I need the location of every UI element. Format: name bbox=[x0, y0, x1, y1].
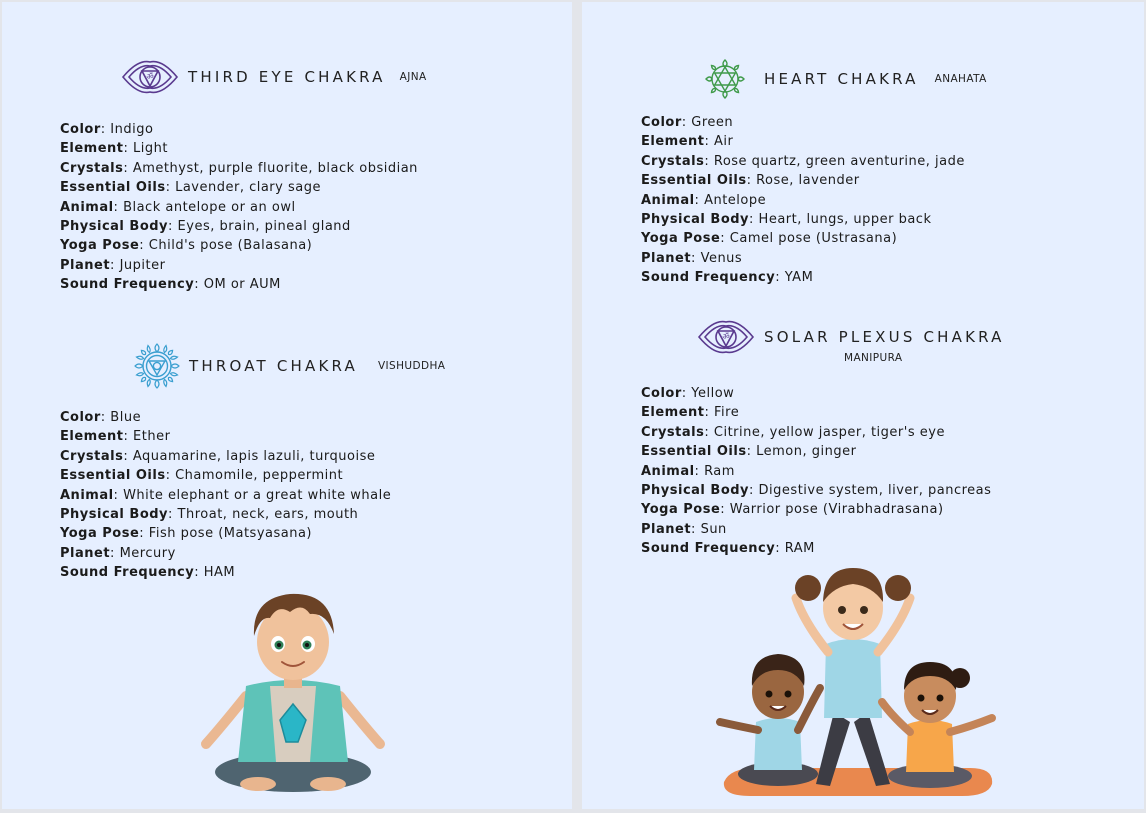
heart-properties-list bbox=[641, 113, 965, 288]
property-value: White elephant or a great white whale bbox=[123, 487, 392, 503]
property-item: Planet: Mercury bbox=[60, 545, 176, 561]
property-label: Physical Body bbox=[641, 483, 750, 499]
property-value: Black antelope or an owl bbox=[123, 199, 296, 215]
property-label: Animal bbox=[60, 487, 114, 503]
property-value: Throat, neck, ears, mouth bbox=[177, 507, 359, 523]
chakra-title: HEART CHAKRA bbox=[764, 70, 919, 88]
property-item: Physical Body: Eyes, brain, pineal gland bbox=[60, 219, 351, 235]
property-label: Crystals bbox=[60, 160, 124, 176]
property-item: Color: Green bbox=[641, 115, 734, 130]
property-item: Color: Blue bbox=[60, 410, 142, 425]
property-value: Air bbox=[714, 134, 734, 150]
third-eye-chakra-heading bbox=[120, 58, 427, 96]
property-item: Planet: Venus bbox=[641, 250, 743, 266]
property-value: Digestive system, liver, pancreas bbox=[758, 483, 992, 499]
property-value: Antelope bbox=[704, 192, 767, 208]
property-item: Essential Oils: Lavender, clary sage bbox=[60, 180, 321, 196]
property-value: Blue bbox=[110, 410, 142, 425]
property-value: OM or AUM bbox=[203, 277, 281, 293]
property-item: Color: Yellow bbox=[641, 386, 735, 401]
property-label: Element bbox=[60, 429, 124, 445]
property-label: Color bbox=[60, 122, 101, 137]
third-eye-properties-list bbox=[60, 120, 418, 295]
property-label: Sound Frequency bbox=[641, 541, 776, 557]
page-right bbox=[582, 2, 1144, 809]
property-item: Crystals: Rose quartz, green aventurine, jade bbox=[641, 153, 965, 169]
throat-chakra-icon bbox=[133, 342, 181, 390]
property-value: Green bbox=[691, 115, 734, 130]
chakra-sanskrit-name: AJNA bbox=[399, 71, 427, 83]
property-item: Crystals: Citrine, yellow jasper, tiger's eye bbox=[641, 424, 945, 440]
property-item: Essential Oils: Chamomile, peppermint bbox=[60, 468, 344, 484]
property-value: Aquamarine, lapis lazuli, turquoise bbox=[132, 448, 376, 464]
property-value: Chamomile, peppermint bbox=[175, 468, 344, 484]
property-value: Fire bbox=[714, 405, 740, 421]
chakra-title: THIRD EYE CHAKRA bbox=[188, 68, 386, 86]
property-value: Yellow bbox=[691, 386, 735, 401]
property-label: Essential Oils bbox=[60, 180, 166, 196]
property-item: Yoga Pose: Camel pose (Ustrasana) bbox=[641, 231, 898, 247]
property-item: Essential Oils: Rose, lavender bbox=[641, 173, 860, 189]
property-label: Crystals bbox=[641, 153, 705, 169]
property-item: Physical Body: Throat, neck, ears, mouth bbox=[60, 507, 359, 523]
property-label: Yoga Pose bbox=[60, 238, 140, 254]
property-label: Crystals bbox=[641, 424, 705, 440]
property-label: Physical Body bbox=[60, 507, 169, 523]
chakra-sanskrit-name: ANAHATA bbox=[934, 73, 987, 85]
property-value: Eyes, brain, pineal gland bbox=[177, 219, 351, 235]
property-item: Crystals: Amethyst, purple fluorite, black obsidian bbox=[60, 160, 418, 176]
property-label: Element bbox=[641, 405, 705, 421]
property-value: Lavender, clary sage bbox=[175, 180, 321, 196]
property-label: Animal bbox=[60, 199, 114, 215]
svg-text:ॐ: ॐ bbox=[146, 72, 154, 81]
property-value: YAM bbox=[784, 270, 814, 286]
property-item: Animal: Ram bbox=[641, 463, 735, 479]
solar-plexus-chakra-heading bbox=[696, 318, 1005, 356]
property-value: Fish pose (Matsyasana) bbox=[148, 526, 312, 542]
property-label: Sound Frequency bbox=[60, 277, 195, 293]
property-label: Element bbox=[641, 134, 705, 150]
property-value: Heart, lungs, upper back bbox=[758, 212, 932, 228]
property-label: Essential Oils bbox=[641, 173, 747, 189]
property-item: Color: Indigo bbox=[60, 122, 154, 137]
throat-chakra-heading bbox=[133, 342, 445, 390]
svg-text:ॐ: ॐ bbox=[722, 332, 730, 341]
property-item: Animal: Black antelope or an owl bbox=[60, 199, 296, 215]
property-label: Planet bbox=[641, 250, 692, 266]
third-eye-chakra-icon bbox=[120, 58, 180, 96]
property-item: Element: Fire bbox=[641, 405, 740, 421]
property-value: Sun bbox=[700, 521, 727, 537]
chakra-sanskrit-name: VISHUDDHA bbox=[377, 360, 446, 372]
chakra-title: THROAT CHAKRA bbox=[189, 357, 358, 375]
property-label: Color bbox=[60, 410, 101, 425]
property-item: Essential Oils: Lemon, ginger bbox=[641, 444, 857, 460]
property-label: Planet bbox=[60, 257, 111, 273]
throat-properties-list bbox=[60, 408, 391, 583]
property-value: Ether bbox=[133, 429, 171, 445]
property-item: Sound Frequency: OM or AUM bbox=[60, 277, 281, 293]
property-label: Essential Oils bbox=[60, 468, 166, 484]
property-label: Sound Frequency bbox=[641, 270, 776, 286]
property-item: Element: Ether bbox=[60, 429, 171, 445]
property-value: RAM bbox=[784, 541, 815, 557]
property-label: Physical Body bbox=[641, 212, 750, 228]
property-item: Planet: Jupiter bbox=[60, 257, 166, 273]
property-item: Sound Frequency: HAM bbox=[60, 565, 236, 581]
page-left bbox=[2, 2, 572, 809]
property-label: Physical Body bbox=[60, 219, 169, 235]
property-value: HAM bbox=[203, 565, 236, 581]
property-label: Animal bbox=[641, 192, 695, 208]
property-label: Color bbox=[641, 386, 682, 401]
property-label: Yoga Pose bbox=[60, 526, 140, 542]
kids-yoga-illustration bbox=[716, 562, 998, 798]
property-value: Venus bbox=[700, 250, 743, 266]
property-label: Essential Oils bbox=[641, 444, 747, 460]
property-value: Ram bbox=[704, 463, 735, 479]
property-item: Element: Air bbox=[641, 134, 734, 150]
heart-chakra-icon bbox=[704, 58, 746, 100]
property-value: Indigo bbox=[110, 122, 154, 137]
heart-chakra-heading bbox=[704, 58, 987, 100]
chakra-title: SOLAR PLEXUS CHAKRA bbox=[764, 328, 1005, 346]
property-item: Yoga Pose: Fish pose (Matsyasana) bbox=[60, 526, 312, 542]
property-item: Planet: Sun bbox=[641, 521, 727, 537]
property-item: Sound Frequency: RAM bbox=[641, 541, 815, 557]
property-label: Planet bbox=[641, 521, 692, 537]
property-value: Jupiter bbox=[119, 257, 166, 273]
property-label: Crystals bbox=[60, 448, 124, 464]
property-label: Color bbox=[641, 115, 682, 130]
property-label: Planet bbox=[60, 545, 111, 561]
meditating-boy-illustration bbox=[198, 586, 388, 798]
property-value: Amethyst, purple fluorite, black obsidian bbox=[132, 160, 418, 176]
property-label: Yoga Pose bbox=[641, 231, 721, 247]
property-label: Element bbox=[60, 141, 124, 157]
chakra-sanskrit-name: MANIPURA bbox=[844, 352, 903, 364]
property-item: Sound Frequency: YAM bbox=[641, 270, 814, 286]
property-item: Physical Body: Digestive system, liver, pancreas bbox=[641, 483, 992, 499]
property-value: Warrior pose (Virabhadrasana) bbox=[729, 502, 944, 518]
property-item: Yoga Pose: Child's pose (Balasana) bbox=[60, 238, 313, 254]
property-item: Yoga Pose: Warrior pose (Virabhadrasana) bbox=[641, 502, 944, 518]
property-label: Sound Frequency bbox=[60, 565, 195, 581]
solar-plexus-properties-list bbox=[641, 384, 991, 559]
property-item: Animal: Antelope bbox=[641, 192, 767, 208]
property-value: Rose, lavender bbox=[756, 173, 860, 189]
property-value: Lemon, ginger bbox=[756, 444, 857, 460]
property-value: Child's pose (Balasana) bbox=[148, 238, 313, 254]
property-value: Citrine, yellow jasper, tiger's eye bbox=[713, 424, 945, 440]
property-item: Physical Body: Heart, lungs, upper back bbox=[641, 212, 932, 228]
property-item: Animal: White elephant or a great white whale bbox=[60, 487, 392, 503]
property-item: Crystals: Aquamarine, lapis lazuli, turquoise bbox=[60, 448, 376, 464]
property-value: Camel pose (Ustrasana) bbox=[729, 231, 898, 247]
property-value: Mercury bbox=[119, 545, 176, 561]
solar-plexus-chakra-icon bbox=[696, 318, 756, 356]
property-value: Rose quartz, green aventurine, jade bbox=[713, 153, 965, 169]
property-item: Element: Light bbox=[60, 141, 168, 157]
property-label: Animal bbox=[641, 463, 695, 479]
property-label: Yoga Pose bbox=[641, 502, 721, 518]
property-value: Light bbox=[133, 141, 168, 157]
